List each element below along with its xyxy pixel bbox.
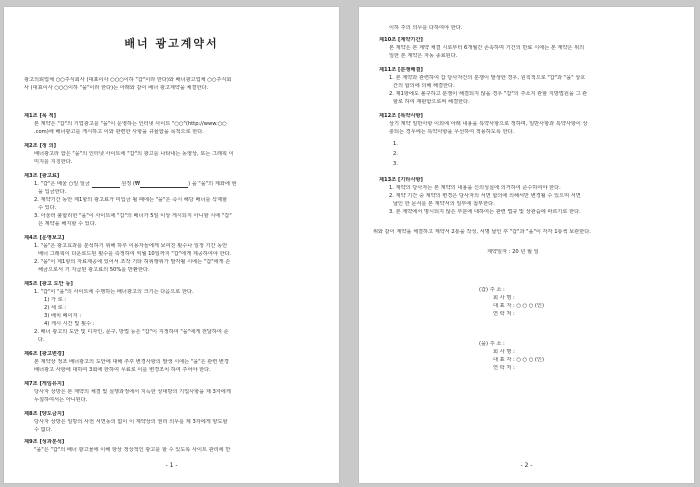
body-line: 을 입금한다. xyxy=(38,189,67,195)
body-line: 수 없다. xyxy=(34,427,53,433)
body-line: 1. 계약의 당사자는 본 계약의 내용을 신의성실에 의거하여 준수하여야 한다. xyxy=(389,185,561,191)
party-b-address xyxy=(479,341,694,348)
body-line: 1. "갑"은 배울 ○일 일금 원정 (₩ ) 을 "을"의 계좌에 현 xyxy=(34,181,237,187)
document-page-2 xyxy=(359,7,694,483)
body-line: 간의 합의에 의해 해결한다. xyxy=(393,83,455,89)
contract-date: 계약일자 : 20 년 월 일 xyxy=(487,249,539,255)
body-line: 배너 그래픽이 다운로드된 횟수를 측정하여 익월 10일까지 "갑"에게 제공하여야 한다. xyxy=(38,251,232,257)
body-line: 본 계약은 "갑"의 기업광고를 "을"이 운영하는 인터넷 사이트 "○○"(http://www.○○ xyxy=(34,121,227,127)
page-number: - 1 - xyxy=(165,462,178,469)
fee-amount-blank xyxy=(140,182,188,188)
body-line: 당사자 상방은 일방의 사전 서면동의 없이 이 계약상의 권리 의무를 제 3자에게 양도할 xyxy=(34,419,228,425)
body-line: 누설하여서는 아니된다. xyxy=(34,397,88,403)
body-line: 1. xyxy=(393,141,398,147)
party-b-address-label: 주 소 : xyxy=(489,341,505,347)
body-line: 배너광고 사항에 대하여 3회에 한하여 무료로 이를 변경조치 하여 주어야 한다. xyxy=(34,367,211,373)
body-line: 2. "을"이 제1항의 자료제공에 있어서 조작 기타 허위행위가 발각될 시에는 "갑"에게 손 xyxy=(34,259,231,265)
body-line: 1. "을"은 광고효과를 분석하기 위해 하루 이용자들에게 보여진 횟수나 일정 기간 동안 xyxy=(34,243,228,249)
article-heading: 제2조 [정 의] xyxy=(24,143,57,149)
article-heading: 제6조 [광고변경] xyxy=(24,351,65,357)
body-line: 1) 가 로 : xyxy=(44,297,67,303)
document-page-1 xyxy=(4,7,339,483)
party-b-contact: 연 락 처 : xyxy=(493,365,515,371)
article-heading: 제7조 [게임유지] xyxy=(24,381,65,387)
article-heading: 제4조 [운영보고] xyxy=(24,235,65,241)
article-heading: 제9조 [성과분석] xyxy=(24,439,65,445)
article-heading: 제12조 [특약사항] xyxy=(379,113,423,119)
body-line: 이하 주의 의무를 다하여야 한다. xyxy=(389,25,463,31)
party-b-company: 회 사 명 : xyxy=(493,349,515,355)
body-line: 4) 게시 시간 및 횟수 : xyxy=(44,321,95,327)
article-heading: 제5조 [광고 도안 등] xyxy=(24,281,73,287)
party-a-address-label: 주 소 : xyxy=(489,287,505,293)
body-line: 본 계약상 정조 배너광고의 도안에 대해 추후 변경사항의 발생 시에는 "을"은 관련 변경 xyxy=(34,359,229,365)
closing-statement: 위와 같이 계약을 체결하고 계약서 2통을 작성, 서명 날인 후 "갑"과 "을"이 각각 1통씩 보관한다. xyxy=(373,229,591,235)
body-line: 당사자 상방은 본 계약의 체결 및 실행과정에서 지득한 상대방의 기업사항을 제 3자에게 xyxy=(34,389,231,395)
document-title: 배너 광고계약서 xyxy=(124,37,219,50)
body-line: 1. "갑"이 "을"의 사이트에 수행하는 배너광고의 크기는 다음으로 한다. xyxy=(34,289,194,295)
party-a-contact: 연 락 처 : xyxy=(493,311,515,317)
body-line: 2. 배너 광고의 도안 및 디자인, 문구, 방법 등은 "갑"이 지정하여 "을"에게 전달하여 준 xyxy=(34,329,229,335)
party-a-company: 회 사 명 : xyxy=(493,295,515,301)
article-heading: 제13조 [기타사항] xyxy=(379,177,423,183)
body-line: 본 계약은 본 계약 체결 시로부터 6개월간 존속하며 기간의 만료 시에는 본 계약은 위의 xyxy=(389,45,585,51)
body-line: 은 계약을 해지할 수 있다. xyxy=(38,221,97,227)
body-line: 배너광고라 함은 "을"의 인터넷 사이트에 "갑"의 광고를 나타내는 동영상, 또는 그래픽 이 xyxy=(34,151,234,157)
intro-line: 광고의뢰업체 ○○주식회사 (대표이사 ○○○이하 "갑"이라 한다)와 배너광고업체 ○○주식회 xyxy=(24,77,232,83)
body-line: "을"은 "갑"의 배너 광고물에 이해 항상 정상적인 광고를 할 수 있도록 사이트 관리에 만 xyxy=(34,447,231,453)
party-a-label: (갑) xyxy=(479,287,489,293)
party-a-rep: 대 표 자 : ○ ○ ○ (인) xyxy=(493,303,544,309)
page-number: - 2 - xyxy=(520,462,533,469)
body-line: 날인 한 문서를 본 계약서의 일부에 첨부한다. xyxy=(393,201,495,207)
body-line: 2) 세 로 : xyxy=(44,305,67,311)
body-line: .com)에 배너광고를 게시하고 이와 관련한 사항을 규율함을 목적으로 한다. xyxy=(34,129,204,135)
body-line: 3) 배치 페이지 : xyxy=(44,313,82,319)
article-heading: 제8조 [양도금지] xyxy=(24,411,65,417)
fee-text: 1. "갑"은 배울 ○일 일금 xyxy=(34,181,90,187)
body-line: 3. xyxy=(393,161,398,167)
body-line: 1. 본 계약과 관련하여 갑 당사자간의 분쟁이 발생한 경우, 원칙적으로 "갑"과 "을" 상호 xyxy=(389,75,586,81)
body-line: 수 있다. xyxy=(38,205,57,211)
intro-line: 사 (대표이사 ○○○이하 "을"이라 한다)는 아래와 같이 배너 광고계약을 체결한다. xyxy=(24,85,209,91)
body-line: 2. 계약기간 동안 제1항의 광고료가 미입금 될 때에는 "을"은 즉시 해당 배너를 삭제할 xyxy=(34,197,228,203)
fee-blank xyxy=(92,182,120,188)
body-line: 상기 계약 일반사항 이외에 아래 내용을 특약사항으로 정하며, 일반사항과 특약사항이 상 xyxy=(389,121,588,127)
body-line: 2. 계약 기간 중 계약의 변경은 당사자의 서면 합의에 의해서만 변경될 수 있으며 서면 xyxy=(389,193,581,199)
party-a-address xyxy=(479,287,694,294)
article-heading: 제11조 [분쟁해결] xyxy=(379,67,423,73)
body-line: 2. 제1항에도 불구하고 분쟁이 해결되지 않을 경우 "갑"의 주소지 관할 지방법원을 그 관 xyxy=(389,91,588,97)
body-line: 3. 아울러 불합리한 "을"이 사이트에 "갑"의 배너가 5일 이상 게시되지 아니할 시에 "갑" xyxy=(34,213,232,219)
body-line: 3. 본 계약에서 명시되지 않은 부분에 대하여는 관련 법규 및 상관습에 따르기로 한다. xyxy=(389,209,581,215)
body-line: 2. xyxy=(393,151,398,157)
body-line: 다. xyxy=(38,337,45,343)
body-line: 충되는 경우에는 특약사항을 우선하여 적용하도록 한다. xyxy=(389,129,515,135)
body-line: 일한 본 계약은 자동 종료된다. xyxy=(389,53,458,59)
article-heading: 제10조 [계약기간] xyxy=(379,37,423,43)
body-line: 할로 하여 재판함으로써 해결한다. xyxy=(393,99,470,105)
body-line: 미지를 지칭한다. xyxy=(34,159,73,165)
party-b-rep: 대 표 자 : ○ ○ ○ (인) xyxy=(493,357,544,363)
article-heading: 제1조 [목 적] xyxy=(24,113,57,119)
body-line: 해금으로서 기 지급된 광고료의 50%를 반환한다. xyxy=(38,267,150,273)
party-b-label: (을) xyxy=(479,341,489,347)
article-heading: 제3조 [광고료] xyxy=(24,173,60,179)
